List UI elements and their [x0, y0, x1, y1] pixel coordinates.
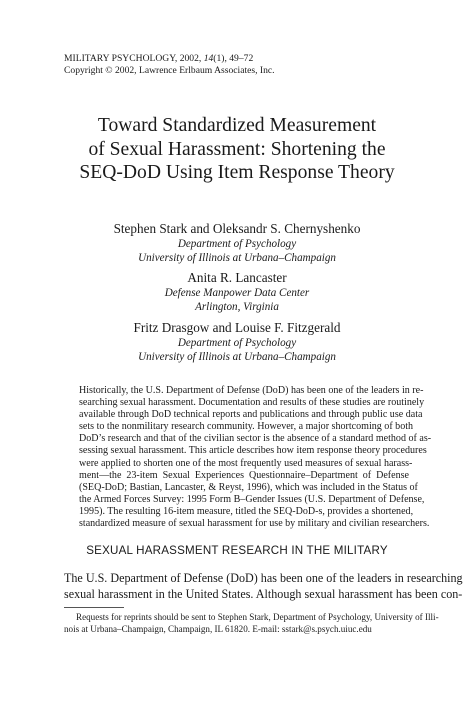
footnote-line: nois at Urbana–Champaign, Champaign, IL 61820. E-mail: sstark@s.psych.uiuc.edu: [64, 623, 372, 634]
abstract-line: sessing sexual harassment. This article describes how item response theory procedures: [79, 445, 427, 457]
abstract-line: ment—the 23-item Sexual Experiences Questionnaire–Department of Defense: [79, 469, 409, 481]
author-names: Stephen Stark and Oleksandr S. Chernyshenko: [113, 221, 361, 236]
abstract-line: the Armed Forces Survey: 1995 Form B–Gender Issues (U.S. Department of Defense,: [79, 493, 425, 505]
abstract-line: Historically, the U.S. Department of Defense (DoD) has been one of the leaders in re-: [79, 385, 424, 396]
author-block: [0, 320, 474, 364]
title-line: of Sexual Harassment: Shortening the: [88, 138, 386, 160]
affiliation-line: Arlington, Virginia: [195, 301, 279, 313]
abstract-line: standardized measure of sexual harassment for use by military and civilian researchers.: [79, 518, 430, 530]
affiliation-line: University of Illinois at Urbana–Champaign: [138, 252, 336, 264]
abstract-line: (SEQ-DoD; Bastian, Lancaster, & Reyst, 1996), which was included in the Status of: [79, 481, 418, 493]
journal-issue-pages: (1), 49–72: [213, 53, 254, 64]
abstract-line: searching sexual harassment. Documentation and results of these studies are routinely: [79, 397, 425, 409]
abstract: [79, 385, 432, 530]
body-line: The U.S. Department of Defense (DoD) has been one of the leaders in researching: [64, 571, 463, 585]
body-paragraph: [64, 571, 463, 602]
author-block: [0, 270, 474, 314]
title-line: SEQ-DoD Using Item Response Theory: [79, 162, 395, 183]
title-line: Toward Standardized Measurement: [97, 115, 377, 136]
copyright-line: Copyright © 2002, Lawrence Erlbaum Associates, Inc.: [64, 65, 275, 76]
affiliation-line: Department of Psychology: [177, 238, 297, 250]
abstract-line: sets to the nonmilitary research community. However, a major shortcoming of both: [79, 421, 414, 433]
author-block: [0, 221, 474, 265]
affiliation-line: Defense Manpower Data Center: [164, 287, 310, 299]
abstract-line: 1995). The resulting 16-item measure, titled the SEQ-DoD-s, provides a shortened,: [79, 505, 414, 517]
journal-name: MILITARY PSYCHOLOGY, 2002,: [64, 53, 204, 64]
footnote-divider: [64, 607, 124, 608]
section-heading: SEXUAL HARASSMENT RESEARCH IN THE MILITARY: [86, 544, 388, 557]
paper-title: [0, 114, 474, 185]
affiliation-line: University of Illinois at Urbana–Champaign: [138, 351, 336, 363]
footnote-line: Requests for reprints should be sent to Stephen Stark, Department of Psychology, University of Illi-: [76, 612, 439, 622]
journal-volume: 14: [203, 53, 214, 64]
journal-citation: [64, 53, 275, 65]
footnote: [64, 612, 439, 635]
abstract-line: DoD’s research and that of the civilian sector is the absence of a standard method of as-: [79, 433, 432, 445]
author-names: Fritz Drasgow and Louise F. Fitzgerald: [133, 320, 341, 335]
journal-header: [64, 53, 275, 77]
body-line: sexual harassment in the United States. Although sexual harassment has been con-: [64, 586, 463, 601]
author-names: Anita R. Lancaster: [187, 270, 287, 285]
abstract-line: available through DoD technical reports and publications and through public use data: [79, 409, 423, 421]
affiliation-line: Department of Psychology: [177, 337, 297, 349]
abstract-line: were applied to shorten one of the most frequently used measures of sexual harass-: [79, 457, 413, 469]
